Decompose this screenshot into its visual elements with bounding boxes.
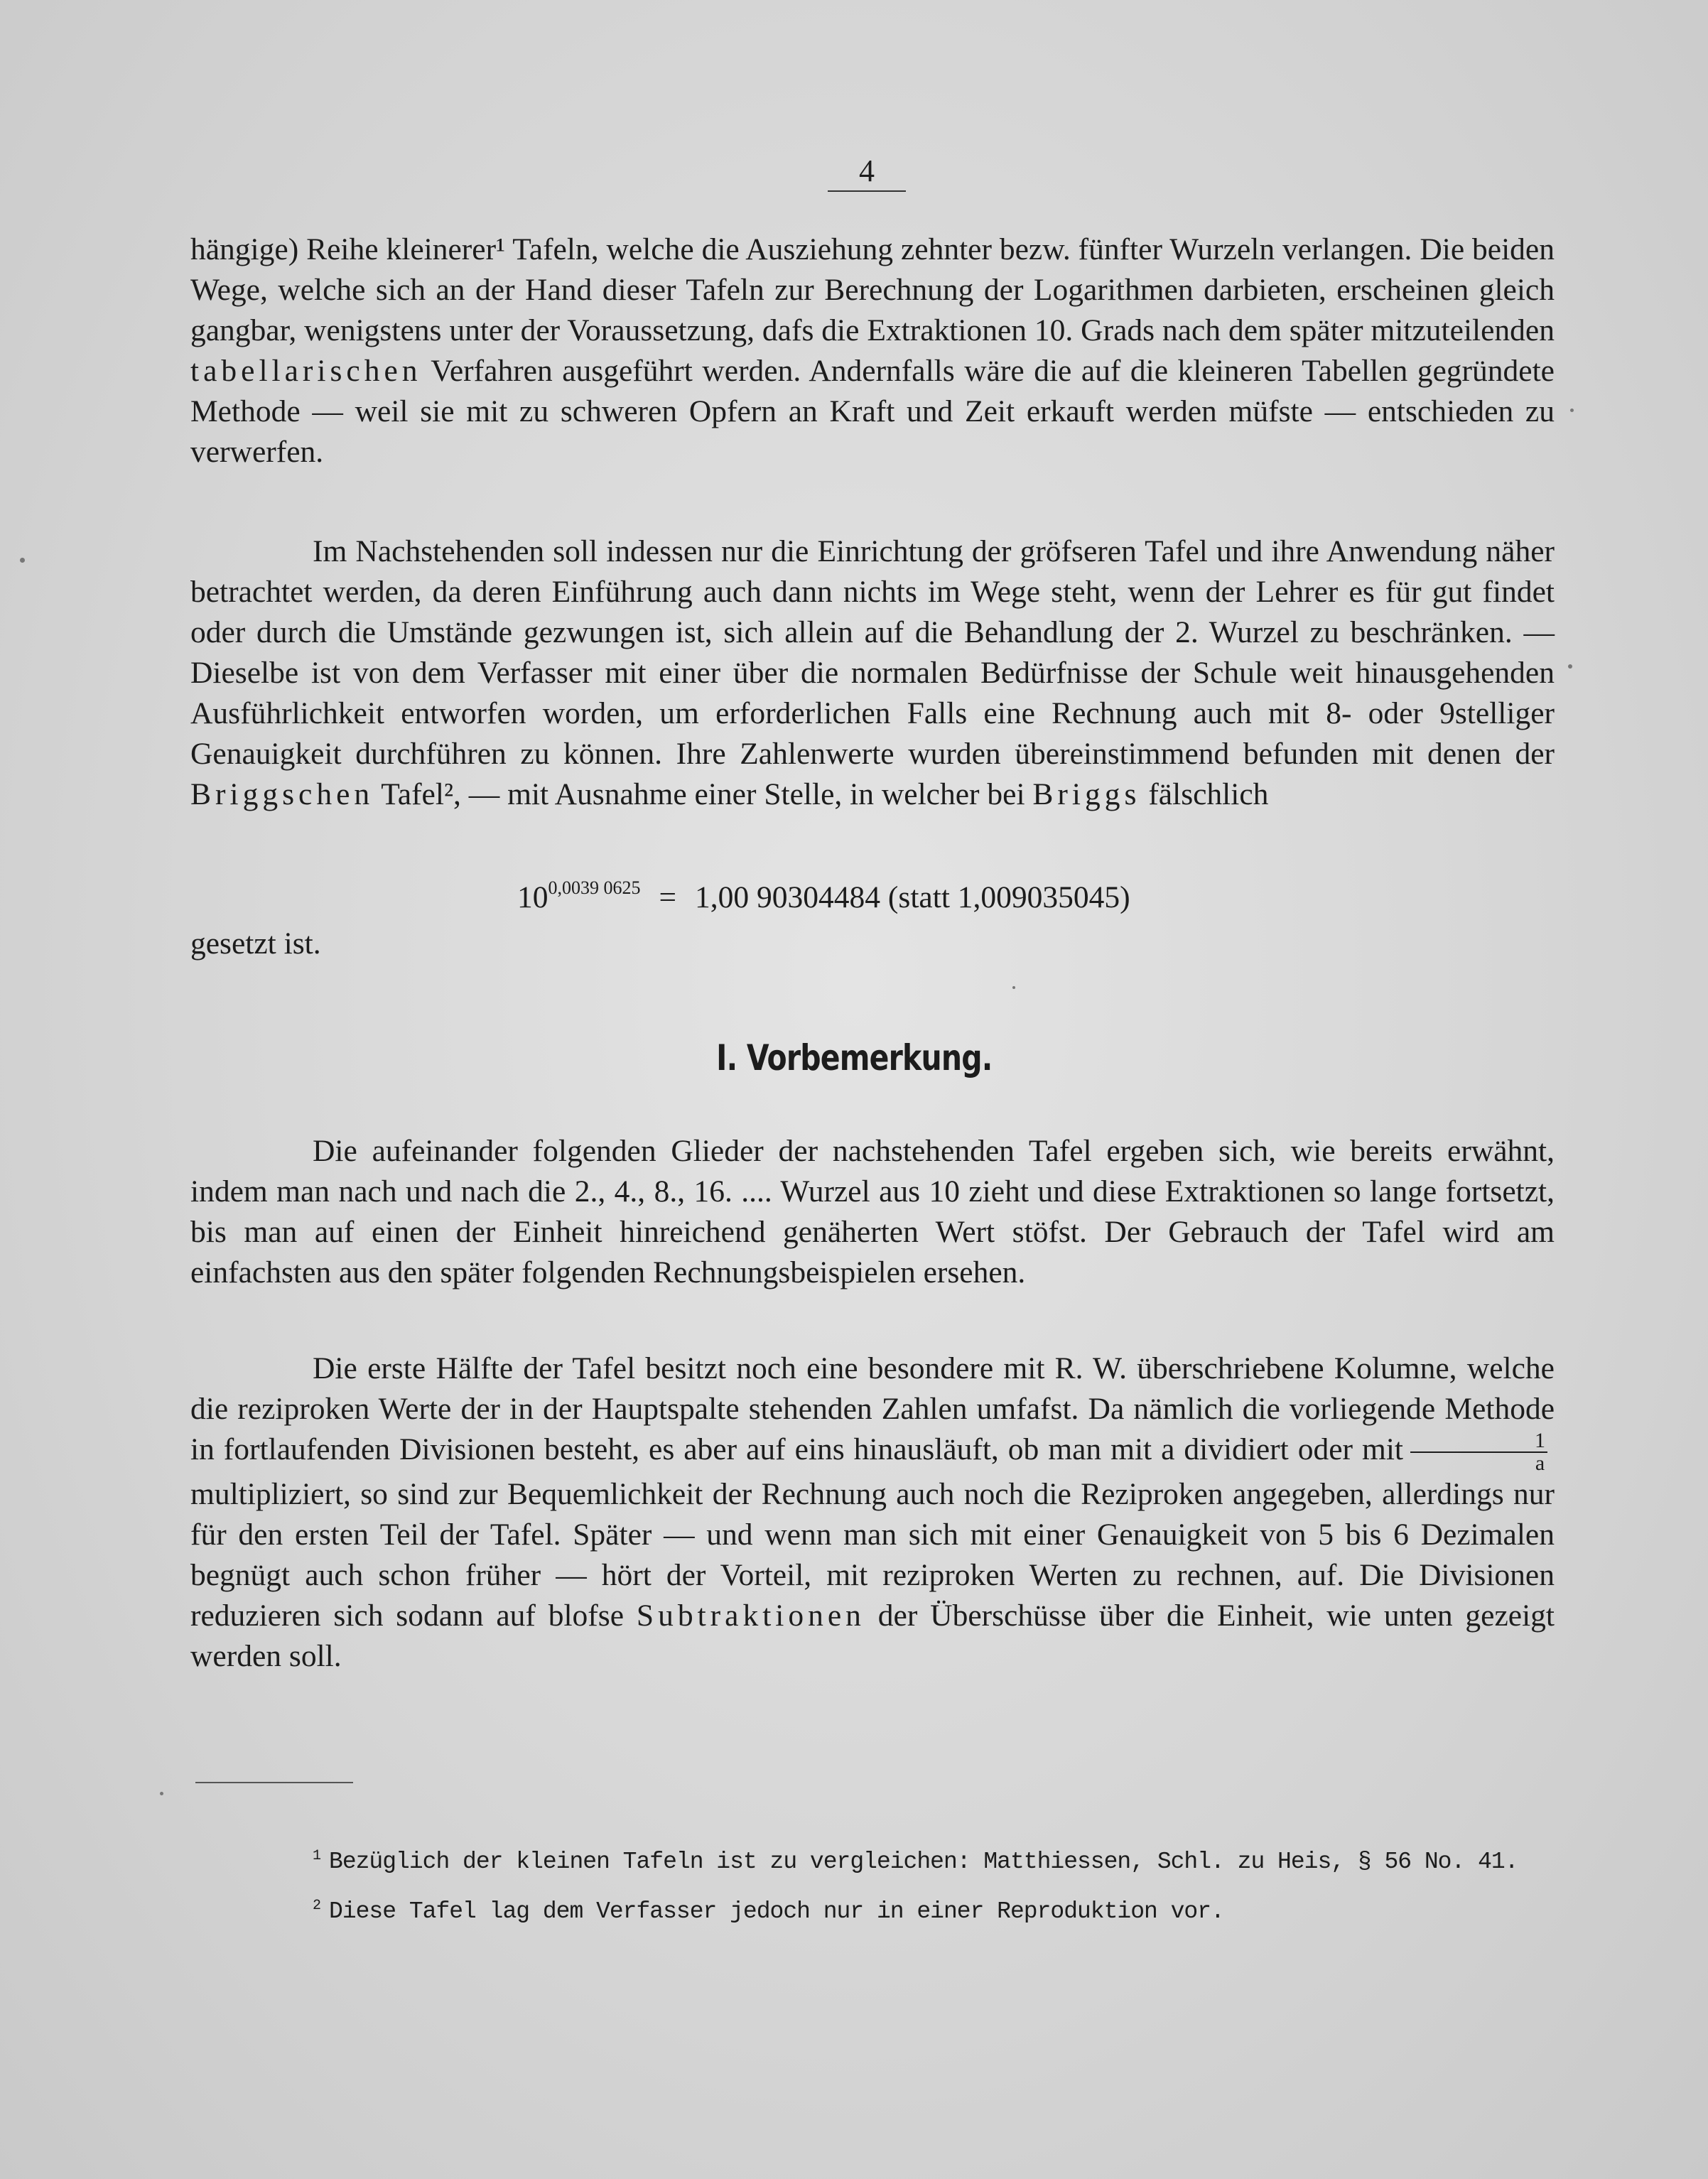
emphasis-briggs: Briggs <box>1032 777 1141 811</box>
paragraph-2-text: Im Nachstehenden soll indessen nur die Einrichtung der gröfseren Tafel und ihre Anwendung näher betrachtet werden, da deren Einführung auch dann nichts im Wege steht, wenn der Lehrer es für gut findet oder durch die Umstände gezwungen ist, sich allein auf die Behandlung der 2. Wurzel zu beschränken. — Dieselbe ist von dem Verfasser mit einer über die normalen Bedürfnisse der Schule weit hinausgehenden Ausführlichkeit entworfen worden, um erforderlichen Falls eine Rechnung auch mit 8- oder 9stelliger Genauigkeit durchführen zu können. Ihre Zahlenwerte wurden übereinstimmend befunden mit denen der <box>190 534 1555 771</box>
paper-speck <box>1012 986 1015 989</box>
paragraph-4-text: Die erste Hälfte der Tafel besitzt noch eine besondere mit R. W. überschriebene Kolumne, welche die reziproken Werte der in der Hauptspalte stehenden Zahlen umfafst. Da nämlich die vorliegende Methode in fortlaufenden Divisionen besteht, es aber auf eins hinausläuft, ob man mit a dividiert oder mit <box>190 1351 1555 1466</box>
paper-speck <box>1570 409 1574 412</box>
emphasis-tabellarischen: tabellarischen <box>190 354 422 388</box>
footnote-2 <box>313 1884 1520 1934</box>
fraction-one-over-a <box>1410 1430 1547 1474</box>
paragraph-1-text: hängige) Reihe kleinerer¹ Tafeln, welche die Ausziehung zehnter bezw. fünfter Wurzeln verlangen. Die beiden Wege, welche sich an der Hand dieser Tafeln zur Berechnung der Logarithmen darbieten, erscheinen gleich gangbar, wenigstens unter der Voraussetzung, dafs die Extraktionen 10. Grads nach dem später mitzuteilenden <box>190 232 1555 347</box>
fraction-numerator: 1 <box>1410 1430 1547 1453</box>
paragraph-3 <box>190 1131 1555 1293</box>
formula-exponent: 0,0039 0625 <box>548 877 641 898</box>
emphasis-briggschen: Briggschen <box>190 777 374 811</box>
paragraph-2-tail: fälschlich <box>1148 777 1269 811</box>
paragraph-4-middle: multipliziert, so sind zur Bequemlichkeit der Rechnung auch noch die Reziproken angegeben, allerdings nur für den ersten Teil der Tafel. Später — und wenn man sich mit einer Genauigkeit von 5 bis 6 Dezimalen begnügt auch schon früher — hört der Vorteil, mit reziproken Werten zu rechnen, auf. Die Divisionen reduzieren sich sodann auf blofse <box>190 1477 1555 1633</box>
formula <box>517 877 1130 915</box>
paragraph-2-middle: Tafel², — mit Ausnahme einer Stelle, in welcher bei <box>381 777 1025 811</box>
formula-value: 1,00 90304484 (statt 1,009035045) <box>695 880 1130 914</box>
paper-speck <box>160 1792 163 1795</box>
footnotes <box>313 1834 1520 1934</box>
formula-equals: = <box>659 880 677 914</box>
paragraph-3-text: Die aufeinander folgenden Glieder der nachstehenden Tafel ergeben sich, wie bereits erwähnt, indem man nach und nach die 2., 4., 8., 16. .... Wurzel aus 10 zieht und diese Extraktionen so lange fortsetzt, bis man auf einen der Einheit hinreichend genäherten Wert stöfst. Der Gebrauch der Tafel wird am einfachsten aus den später folgenden Rechnungsbeispielen ersehen. <box>190 1134 1555 1289</box>
section-heading: I. Vorbemerkung. <box>716 1037 993 1078</box>
footnote-1-mark: 1 <box>313 1848 321 1864</box>
paper-speck <box>1568 664 1572 669</box>
footnote-1 <box>313 1834 1520 1884</box>
footnote-2-mark: 2 <box>313 1898 321 1914</box>
formula-base: 10 <box>517 880 548 914</box>
formula-conclusion: gesetzt ist. <box>190 926 321 961</box>
paragraph-4-tail: der Überschüsse über die Einheit, wie unten gezeigt werden soll. <box>190 1599 1555 1674</box>
paragraph-2 <box>190 531 1555 815</box>
emphasis-subtraktionen: Subtraktionen <box>636 1599 865 1633</box>
paragraph-1 <box>190 229 1555 472</box>
footnote-separator <box>195 1782 353 1783</box>
page-number-rule <box>828 190 906 192</box>
fraction-denominator: a <box>1535 1451 1545 1476</box>
page-number: 4 <box>859 153 875 188</box>
paragraph-4 <box>190 1348 1555 1677</box>
paragraph-1-tail: Verfahren ausgeführt werden. Andernfalls wäre die auf die kleineren Tabellen gegründete Methode — weil sie mit zu schweren Opfern an Kraft und Zeit erkauft werden müfste — entschieden zu verwerfen. <box>190 354 1555 469</box>
footnote-2-text: Diese Tafel lag dem Verfasser jedoch nur in einer Reproduktion vor. <box>329 1898 1224 1925</box>
footnote-1-text: Bezüglich der kleinen Tafeln ist zu vergleichen: Matthiessen, Schl. zu Heis, § 56 No. 41. <box>329 1849 1518 1875</box>
paper-speck <box>20 558 25 563</box>
